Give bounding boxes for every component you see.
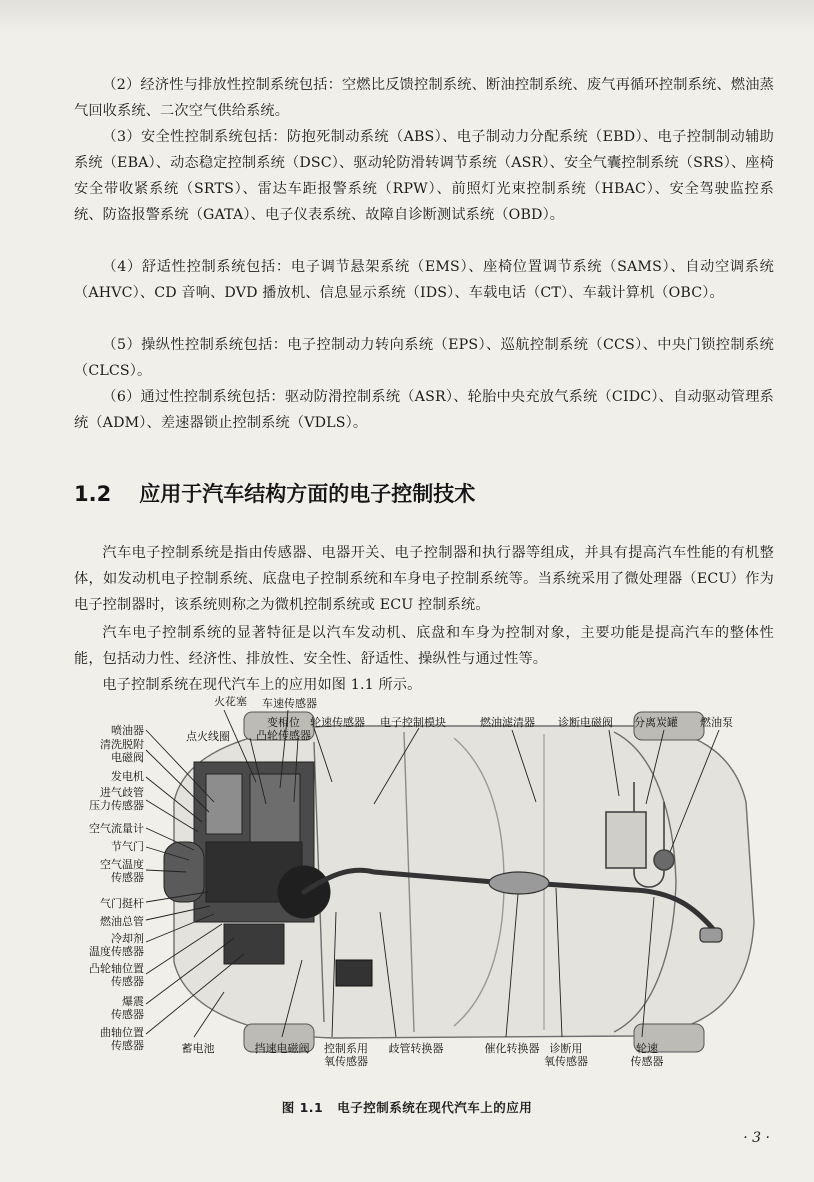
paragraph-handling: （5）操纵性控制系统包括：电子控制动力转向系统（EPS）、巡航控制系统（CCS）、中央门锁控制系统（CLCS）。 <box>74 337 774 379</box>
body-paragraph-figure-ref: 电子控制系统在现代汽车上的应用如图 1.1 所示。 <box>102 677 422 693</box>
label-rear-wheel-speed: 轮速 传感器 <box>630 1042 664 1068</box>
label-spark-plug: 火花塞 <box>214 695 247 708</box>
body-paragraph-features: 汽车电子控制系统的显著特征是以汽车发动机、底盘和车身为控制对象，主要功能是提高汽车的整体性能，包括动力性、经济性、排放性、安全性、舒适性、操纵性与通过性等。 <box>74 625 774 667</box>
figure-caption <box>0 1098 814 1116</box>
label-cam-position: 凸轮轴位置 传感器 <box>89 962 144 988</box>
label-throttle: 节气门 <box>111 840 144 853</box>
label-wheel-sensor: 轮速传感器 <box>310 716 365 729</box>
paragraph-passability: （6）通过性控制系统包括：驱动防滑控制系统（ASR）、轮胎中央充放气系统（CIDC）、自动驱动管理系统（ADM）、差速器锁止控制系统（VDLS）。 <box>74 389 774 431</box>
label-fuel-rail: 燃油总管 <box>100 915 144 928</box>
label-catalyst: 催化转换器 <box>484 1042 540 1055</box>
label-crank-sensor: 曲轴位置 传感器 <box>100 1026 144 1052</box>
figure-number: 图 1.1 <box>281 1100 324 1115</box>
car-electronics-figure <box>74 692 774 1084</box>
paragraph-safety: （3）安全性控制系统包括：防抱死制动系统（ABS）、电子制动力分配系统（EBD）、电子控制制动辅助系统（EBA）、动态稳定控制系统（DSC）、驱动轮防滑转调节系统（ASR）、安全气囊控制系统（SRS）、座椅安全带收紧系统（SRTS）、雷达车距报警系统（RPW）、前照灯光束控制系统（HBAC）、安全驾驶监控系统、防盗报警系统（GATA）、电子仪表系统、故障自诊断测试系统（OBD）。 <box>74 129 774 223</box>
label-o2-control: 控制系用 氧传感器 <box>324 1042 368 1068</box>
label-fuel-filter: 燃油滤清器 <box>480 716 535 729</box>
label-map-sensor: 进气歧管 压力传感器 <box>89 786 144 812</box>
label-separator: 分离炭罐 <box>634 716 678 729</box>
figure-caption-text: 电子控制系统在现代汽车上的应用 <box>337 1100 533 1115</box>
car-illustration <box>74 692 774 1084</box>
section-number: 1.2 <box>74 482 112 506</box>
label-knock-sensor: 爆震 传感器 <box>111 995 144 1021</box>
label-manifold-converter: 歧管转换器 <box>388 1042 444 1055</box>
label-coolant-sensor: 冷却剂 温度传感器 <box>89 932 144 958</box>
label-battery: 蓄电池 <box>181 1042 215 1055</box>
label-diag-valve: 诊断电磁阀 <box>558 716 613 729</box>
label-speed-sensor: 车速传感器 <box>262 697 317 710</box>
page-number: · 3 · <box>743 1130 770 1146</box>
paragraph-comfort: （4）舒适性控制系统包括：电子调节悬架系统（EMS）、座椅位置调节系统（SAMS）、自动空调系统（AHVC）、CD 音响、DVD 播放机、信息显示系统（IDS）、车载电话（CT）、车载计算机（OBC）。 <box>74 259 774 301</box>
label-injector: 喷油器 <box>111 724 144 737</box>
label-transmission-valve: 挡速电磁阀 <box>254 1042 310 1055</box>
label-alternator: 发电机 <box>111 770 144 783</box>
label-iat: 空气温度 传感器 <box>100 858 144 884</box>
label-cam-sensor: 变相位 凸轮传感器 <box>256 716 311 742</box>
section-title: 应用于汽车结构方面的电子控制技术 <box>139 482 476 506</box>
label-fuel-pump: 燃油泵 <box>700 716 733 729</box>
label-o2-diagnostic: 诊断用 氧传感器 <box>544 1042 588 1068</box>
label-ignition-coil: 点火线圈 <box>186 730 230 743</box>
label-ecu: 电子控制模块 <box>380 716 446 729</box>
label-maf: 空气流量计 <box>89 822 144 835</box>
page-top-shadow <box>0 0 814 34</box>
label-purge-valve: 清洗脱附 电磁阀 <box>100 738 144 764</box>
label-valve-lifter: 气门挺杆 <box>100 897 144 910</box>
paragraph-economy: （2）经济性与排放性控制系统包括：空燃比反馈控制系统、断油控制系统、废气再循环控制系统、燃油蒸气回收系统、二次空气供给系统。 <box>74 77 774 119</box>
body-paragraph-definition: 汽车电子控制系统是指由传感器、电器开关、电子控制器和执行器等组成，并具有提高汽车性能的有机整体，如发动机电子控制系统、底盘电子控制系统和车身电子控制系统等。当系统采用了微处理器（ECU）作为电子控制器时，该系统则称之为微机控制系统或 ECU 控制系统。 <box>74 545 774 613</box>
section-heading <box>74 478 475 508</box>
